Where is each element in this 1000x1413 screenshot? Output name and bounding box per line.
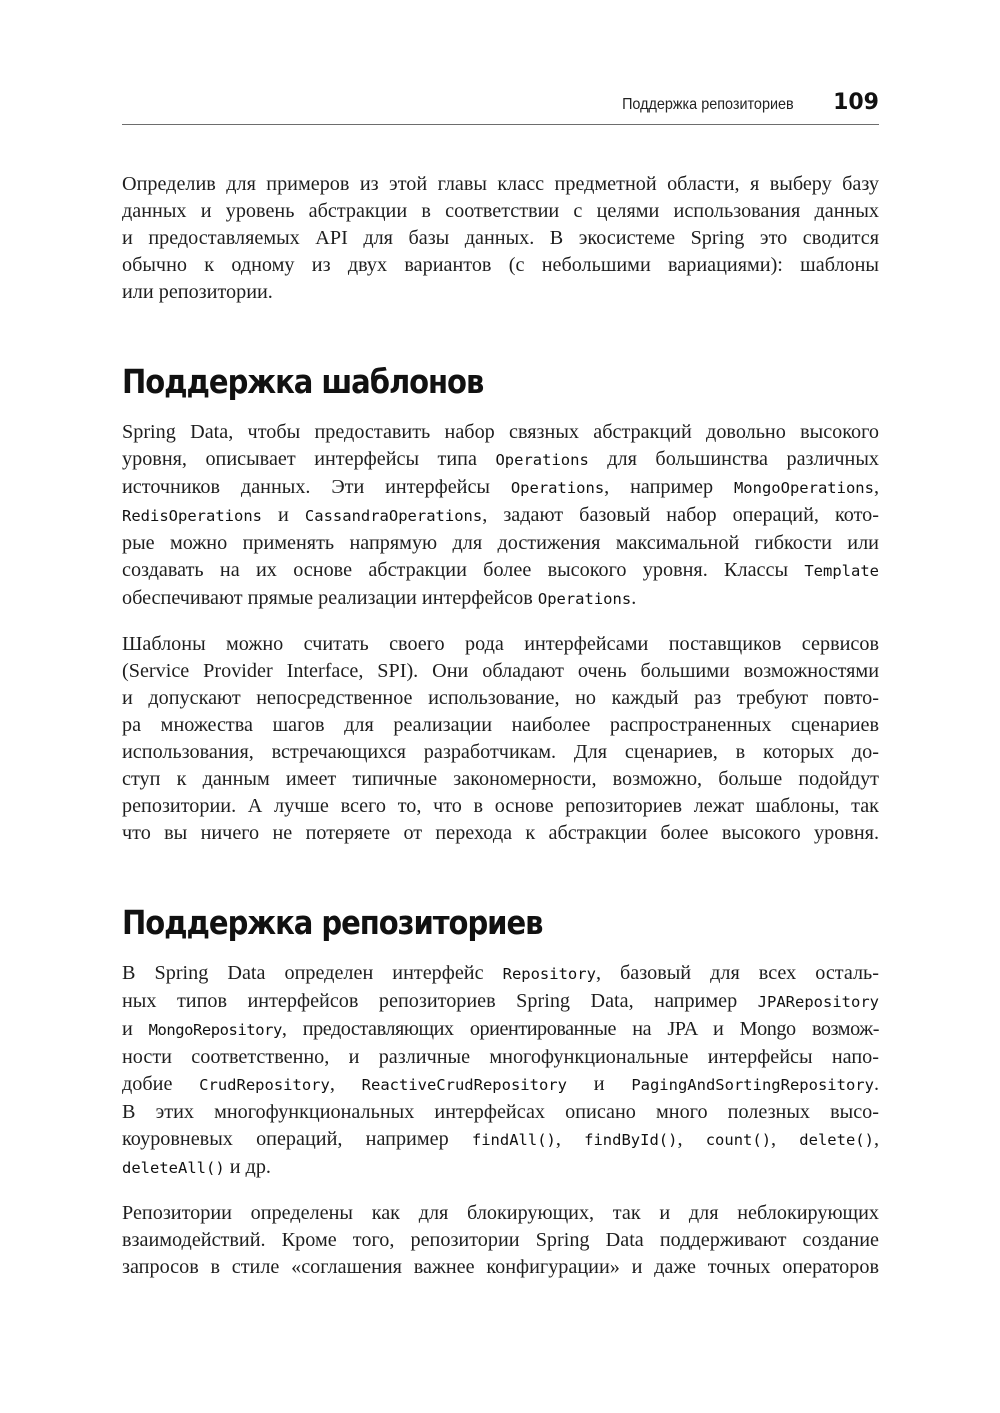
section-heading-templates: Поддержка шаблонов [122,362,484,401]
text-line: RedisOperations и CassandraOperations, задают базовый набор операций, кото- [122,504,879,526]
code-mongo-operations: MongoOperations [733,479,874,497]
code-template: Template [804,562,879,580]
text-line: обычно к одному из двух вариантов (с небольшими вариациями): шаблоны [122,254,879,276]
text-line: создавать на их основе абстракции более высокого уровня. Классы Template [122,559,879,581]
text-line: ра множества шагов для реализации наиболее распространенных сценариев [122,714,879,736]
code-find-by-id: findById() [584,1131,678,1149]
code-crud-repository: CrudRepository [199,1076,330,1094]
text-line: рые можно применять напрямую для достижения максимальной гибкости или [122,532,879,554]
text-line: ступ к данным имеет типичные закономерности, возможно, больше подойдут [122,768,879,790]
repositories-paragraph-2 [122,1200,879,1281]
text-line: Шаблоны можно считать своего рода интерфейсами поставщиков сервисов [122,633,879,655]
text-line: репозитории. А лучше всего то, что в основе репозиториев лежат шаблоны, так [122,795,879,817]
text-line: ных типов интерфейсов репозиториев Spring Data, например JPARepository [122,990,879,1012]
code-operations: Operations [495,451,589,469]
text-line: и MongoRepository, предоставляющих ориентированные на JPA и Mongo возмож- [122,1018,880,1040]
text-line: ности соответственно, и различные многофункциональные интерфейсы напо- [122,1046,879,1068]
text-line: Определив для примеров из этой главы класс предметной области, я выберу базу [122,173,879,195]
text-line: deleteAll() и др. [122,1156,271,1178]
text-line: данных и уровень абстракции в соответствии с целями использования данных [122,200,879,222]
code-count: count() [705,1131,772,1149]
text-line: и предоставляемых API для базы данных. В экосистеме Spring это сводится [122,227,879,249]
text-line: запросов в стиле «соглашения важнее конфигурации» и даже точных операторов [122,1256,879,1278]
running-title: Поддержка репозиториев [622,96,794,113]
text-line: уровня, описывает интерфейсы типа Operations для большинства различных [122,448,879,470]
code-cassandra-operations: CassandraOperations [304,507,483,525]
page-content [122,171,879,1281]
code-mongo-repository: MongoRepository [148,1021,282,1039]
text-line: Spring Data, чтобы предоставить набор связных абстракций довольно высокого [122,421,879,443]
text-line: источников данных. Эти интерфейсы Operations, например MongoOperations, [122,476,879,498]
text-line: В этих многофункциональных интерфейсах описано много полезных высо- [122,1101,879,1123]
code-repository: Repository [502,965,596,983]
text-line: взаимодействий. Кроме того, репозитории Spring Data поддерживают создание [122,1229,879,1251]
code-operations: Operations [537,590,632,608]
code-redis-operations: RedisOperations [122,507,262,525]
templates-paragraph-1 [122,419,879,613]
text-line: В Spring Data определен интерфейс Repository, базовый для всех осталь- [122,962,879,984]
code-delete-all: deleteAll() [122,1159,225,1177]
text-line: коуровневых операций, например findAll(), findById(), count(), delete(), [122,1128,879,1150]
text-line: добие CrudRepository, ReactiveCrudRepository и PagingAndSortingRepository. [122,1073,879,1095]
text-line: обеспечивают прямые реализации интерфейсов Operations. [122,587,637,609]
text-line: использования, встречающихся разработчикам. Для сценариев, в которых до- [122,741,879,763]
code-reactive-crud-repository: ReactiveCrudRepository [361,1076,567,1094]
code-operations: Operations [510,479,605,497]
page-number: 109 [833,90,879,115]
repositories-paragraph-1 [122,960,879,1182]
code-delete: delete() [799,1131,874,1149]
text-line: и допускают непосредственное использование, но каждый раз требуют повто- [122,687,879,709]
running-header [122,88,879,125]
text-line: или репозитории. [122,281,273,303]
code-find-all: findAll() [471,1131,556,1149]
code-jpa-repository: JPARepository [757,993,879,1011]
text-line: (Service Provider Interface, SPI). Они обладают очень большими возможностями [122,660,879,682]
text-line: что вы ничего не потеряете от перехода к абстракции более высокого уровня. [122,822,879,844]
templates-paragraph-2 [122,631,879,847]
code-paging-and-sorting-repository: PagingAndSortingRepository [631,1076,874,1094]
section-heading-repositories: Поддержка репозиториев [122,903,543,942]
intro-paragraph [122,171,879,306]
text-line: Репозитории определены как для блокирующих, так и для неблокирующих [122,1202,879,1224]
